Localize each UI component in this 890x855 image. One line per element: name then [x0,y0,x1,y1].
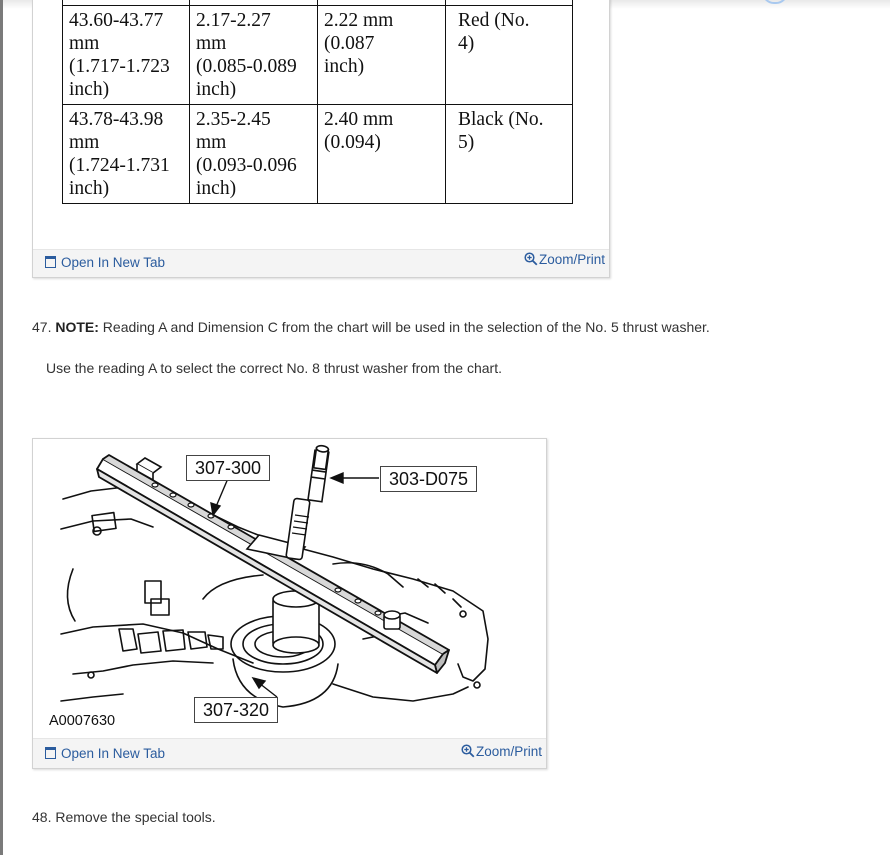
new-tab-icon [45,256,56,268]
zoom-print-link[interactable]: Zoom/Print [461,744,542,759]
step-47-instruction: Use the reading A to select the correct No. 8 thrust washer from the chart. [46,360,502,376]
bore-cell: 43.78-43.98 mm (1.724-1.731 inch) [63,105,190,204]
new-tab-icon [45,747,56,759]
nominal-thickness-cell: 2.40 mm (0.094) [318,105,446,204]
table-row [63,105,573,204]
zoom-print-link[interactable]: Zoom/Print [524,252,605,267]
figure-toolbar [33,738,546,768]
washer-color-cell: Red (No. 4) [446,6,573,105]
tool-307-300-label: 307-300 [186,455,270,481]
thickness-range-cell: 2.35-2.45 mm (0.093-0.096 inch) [190,105,318,204]
spec-table-figure [32,0,610,278]
open-in-new-tab-link[interactable]: Open In New Tab [45,746,165,761]
bore-cell: 43.60-43.77 mm (1.717-1.723 inch) [63,6,190,105]
zoom-in-icon [524,252,538,266]
step-47-note: 47. NOTE: Reading A and Dimension C from the chart will be used in the selection of the No. 5 thrust washer. [32,319,710,335]
tool-illustration-figure [32,438,547,769]
step-48: 48. Remove the special tools. [32,809,216,825]
zoom-in-icon [461,744,475,758]
tool-307-320-label: 307-320 [194,697,278,723]
note-label: NOTE: [55,319,99,335]
figure-id: A0007630 [49,713,116,729]
table-row [63,6,573,105]
thickness-range-cell: 2.17-2.27 mm (0.085-0.089 inch) [190,6,318,105]
open-in-new-tab-link[interactable]: Open In New Tab [45,255,165,270]
left-border [0,0,3,855]
figure-toolbar [33,249,609,277]
tool-303-d075-label: 303-D075 [380,466,477,492]
washer-color-cell: Black (No. 5) [446,105,573,204]
thrust-washer-spec-table [62,0,573,204]
nominal-thickness-cell: 2.22 mm (0.087 inch) [318,6,446,105]
